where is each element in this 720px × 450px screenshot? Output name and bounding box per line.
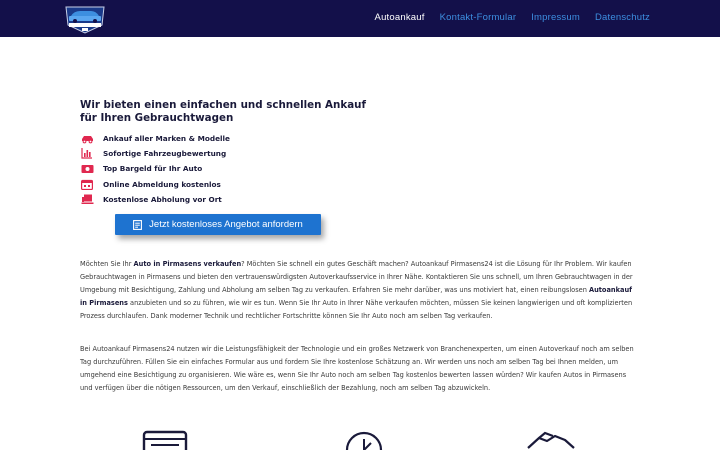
document-icon [133, 220, 142, 230]
feature-item [80, 161, 230, 176]
nav-link-impressum[interactable]: Impressum [531, 12, 580, 23]
second-paragraph: Bei Autoankauf Pirmasens24 nutzen wir die Leistungsfähigkeit der Technologie und ein großes Netzwerk von Branchenexperten, um einen Autoverkauf noch am selben Tag durchzuführen. Füllen Sie ein einfaches Formular aus und fordern Sie Ihre kostenlose Schätzung an. Wir werden uns noch am selben Tag bei Ihnen melden, um umgehend eine Besichtigung zu organisieren. Wie wäre es, wenn Sie Ihr Auto noch am selben Tag kostenlos bewerten lassen würden? Wir kaufen Autos in Pirmasens und verfügen über die nötigen Ressourcen, um den Verkauf, einschließlich der Bezahlung, noch am selben Tag abzuwickeln. [80, 345, 634, 392]
feature-item [80, 146, 230, 161]
text-span: anzubieten und so zu führen, wie wir es tun. Wenn Sie Ihr Auto in Ihrer Nähe verkaufen möchten, müssen Sie keinen langwierigen und oft komplizierten Prozess durchlaufen. Dank moderner Technik und rechtlicher Fortschritte können Sie Ihr Auto noch am selben Tag verkaufen. [80, 299, 633, 320]
nav-link-kontakt-formular[interactable]: Kontakt-Formular [439, 12, 517, 23]
request-offer-label: Jetzt kostenloses Angebot anfordern [149, 219, 303, 230]
truck-icon [80, 193, 94, 205]
nav-link-datenschutz[interactable]: Datenschutz [594, 12, 650, 23]
car-icon [80, 133, 94, 145]
autoankauf-logo[interactable] [60, 3, 110, 35]
text-span: ? Möchten Sie schnell ein gutes Geschäft machen? Autoankauf Pirmasens24 ist die Lösung für Ihr Problem. Wir kaufen Gebrauchtwagen in Pirmasens und bieten den vertrauenswürdigsten Autoverkaufsservice in Ihrer Nähe. Kontaktieren Sie uns schnell, um Ihren Gebrauchtwagen in der Umgebung mit Besichtigung, Zahlung und Abholung am selben Tag zu verkaufen. Erfahren Sie mehr darüber, was uns motiviert hat, einen reibungslosen [80, 260, 633, 294]
clock-icon [344, 430, 384, 450]
request-offer-button[interactable] [115, 214, 321, 235]
intro-paragraph [80, 258, 640, 323]
feature-item [80, 177, 230, 192]
cash-icon [80, 163, 94, 175]
top-navigation-bar [0, 0, 720, 37]
bold-keyword: Autoankauf in Pirmasens [80, 286, 633, 307]
form-icon [142, 430, 188, 450]
feature-item [80, 131, 230, 146]
feature-label: Sofortige Fahrzeugbewertung [103, 149, 227, 159]
feature-label: Online Abmeldung kostenlos [103, 179, 221, 189]
nav-link-autoankauf[interactable]: Autoankauf [374, 12, 425, 23]
bar-chart-icon [80, 148, 94, 160]
feature-label: Top Bargeld für Ihr Auto [103, 164, 203, 174]
main-nav [375, 12, 650, 23]
feature-label: Ankauf aller Marken & Modelle [103, 134, 230, 144]
feature-item [80, 192, 230, 207]
calendar-icon [80, 178, 94, 190]
bold-keyword: Auto in Pirmasens verkaufen [133, 260, 242, 268]
feature-list [80, 131, 230, 207]
hero-headline: Wir bieten einen einfachen und schnellen Ankauf für Ihren Gebrauchtwagen [80, 99, 366, 124]
feature-label: Kostenlose Abholung vor Ort [103, 194, 222, 204]
handshake-icon [525, 430, 577, 450]
text-span: Möchten Sie Ihr [80, 260, 134, 268]
